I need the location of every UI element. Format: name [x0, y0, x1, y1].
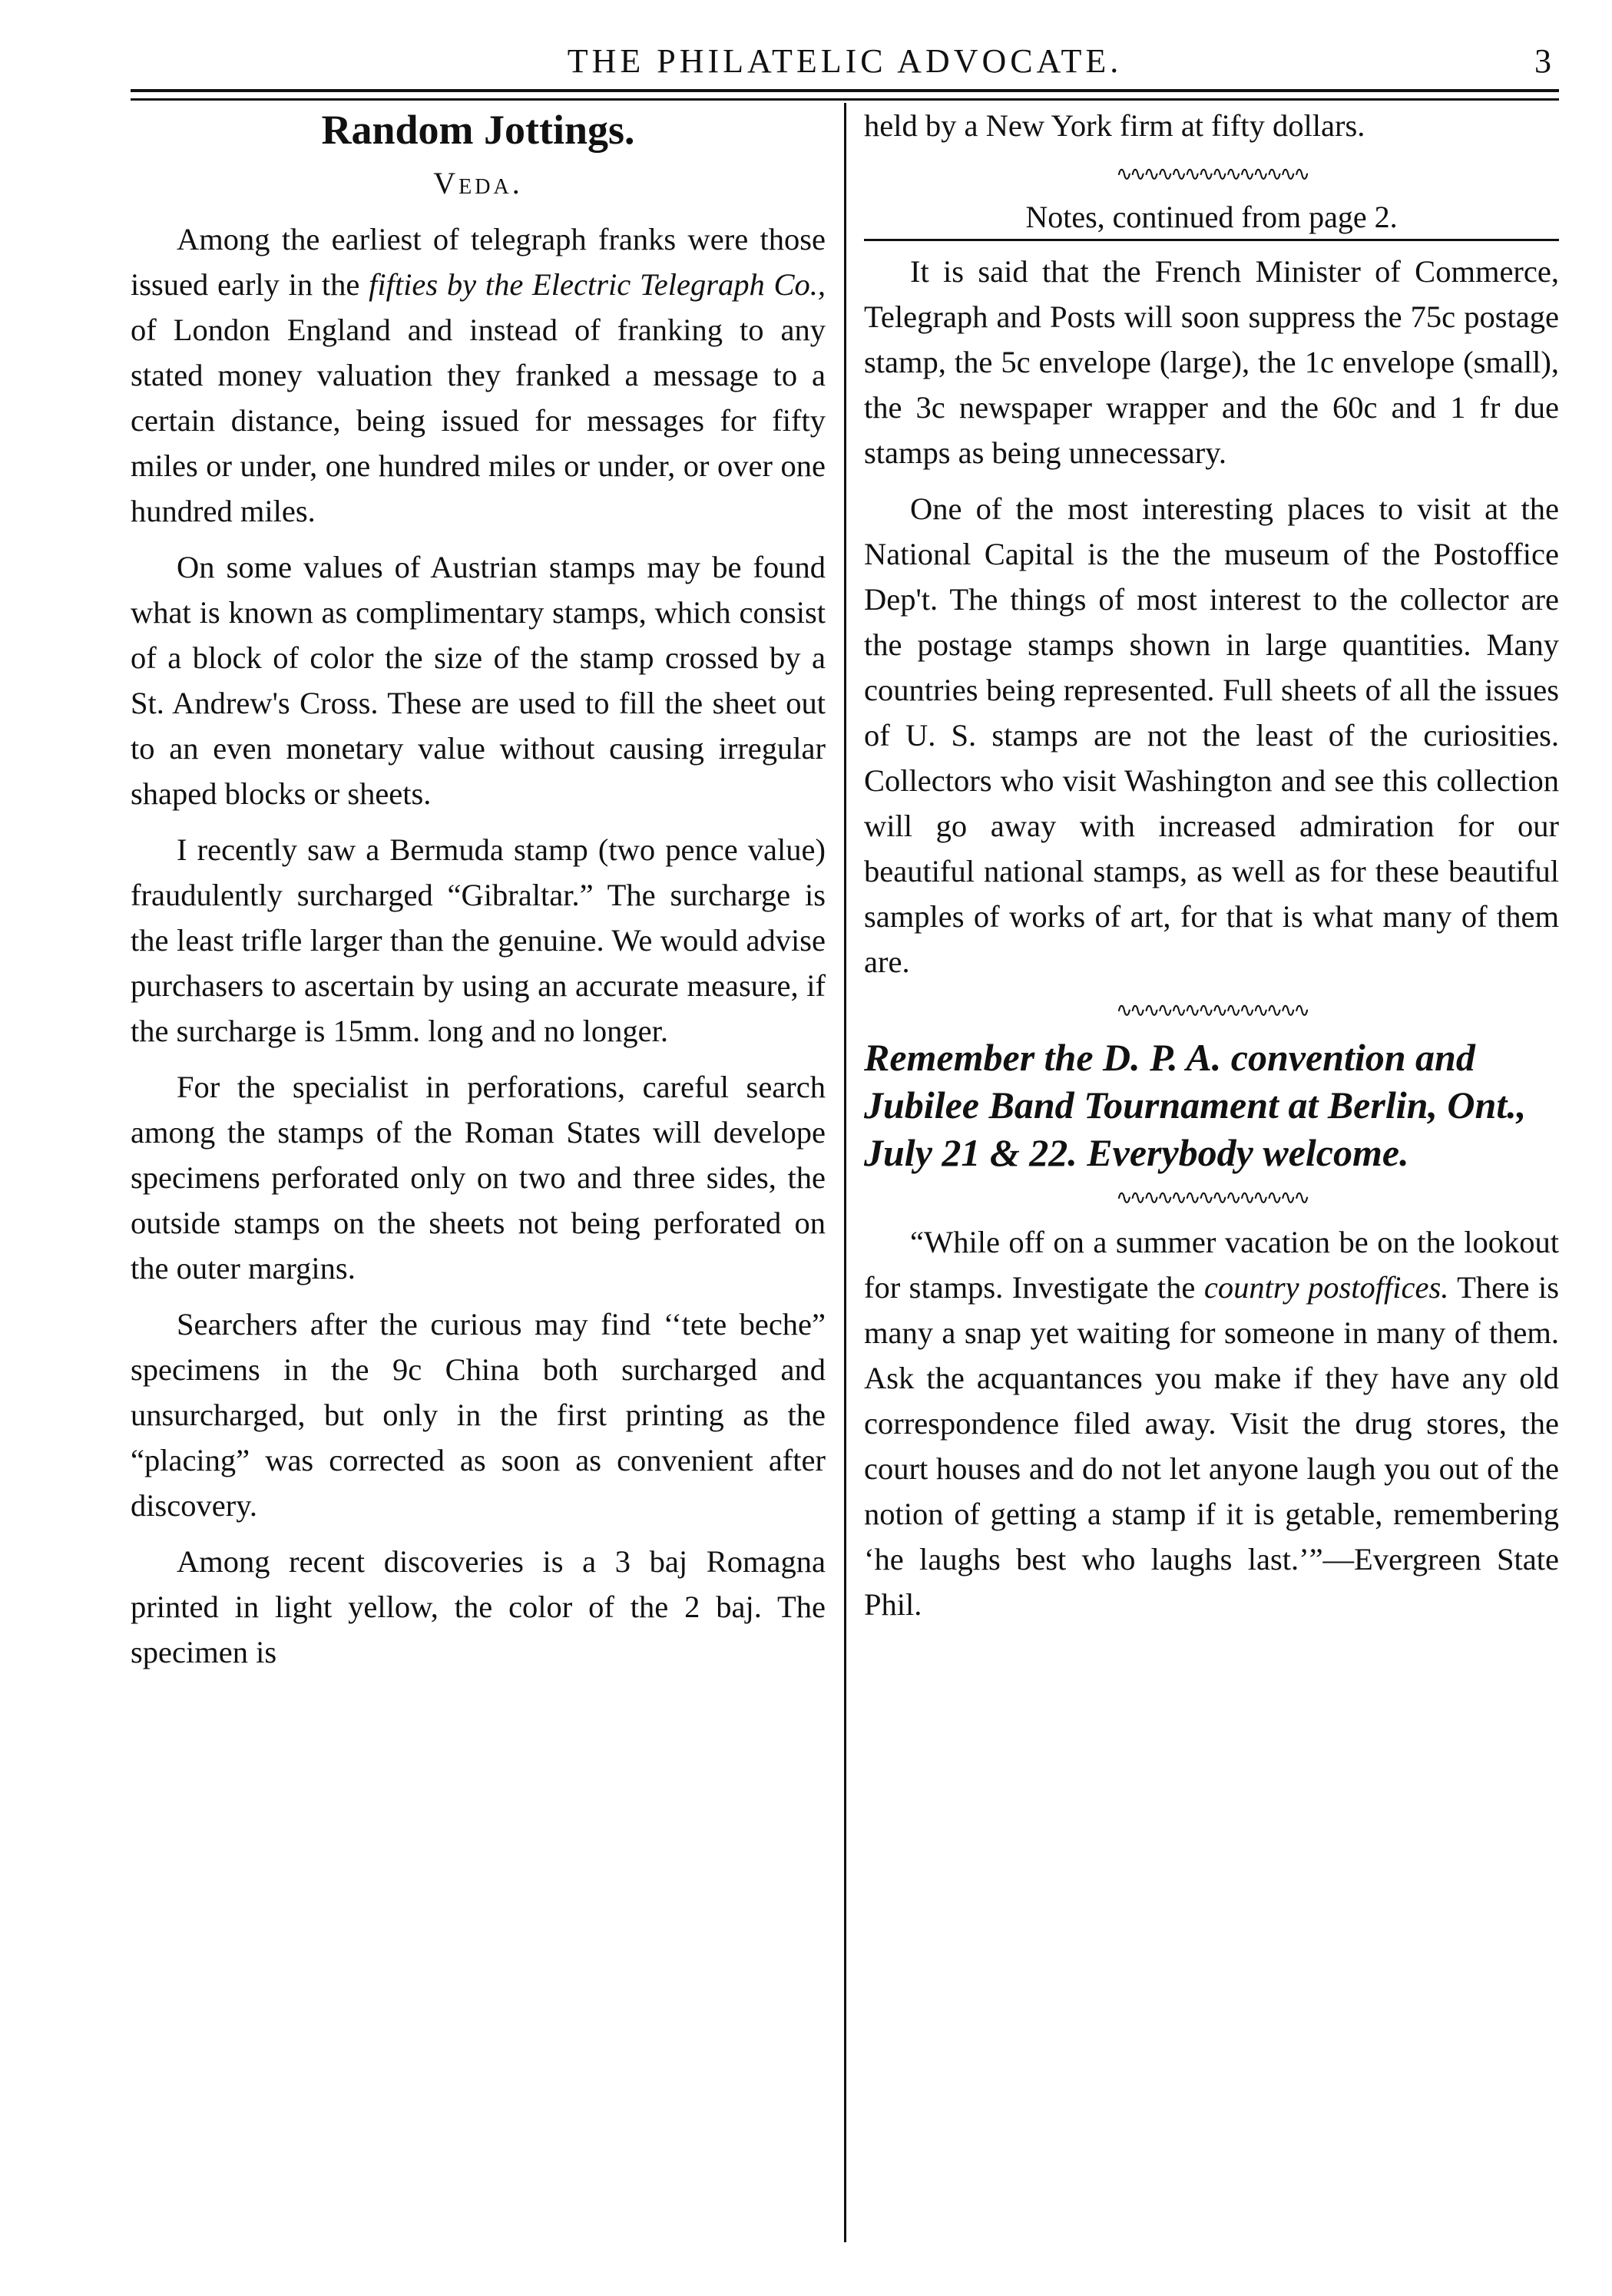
- page-number: 3: [1534, 42, 1551, 80]
- article-paragraph: Among the earliest of telegraph franks were those issued early in the fifties by the Electric Telegraph Co., of London England and instead of franking to any stated money valuation they franked a message to a certain distance, being issued for messages for fifty miles or under, one hundred miles or under, or over one hundred miles.: [131, 222, 826, 528]
- article-byline: Veda.: [433, 166, 523, 200]
- notes-paragraph: One of the most interesting places to visit at the National Capital is the the museum of the Postoffice Dep't. The things of most interest to the collector are the postage stamps shown in large quantities. Many countries being represented. Full sheets of all the issues of U. S. stamps are not the least of the curiosities. Collectors who visit Washington and see this collection will go away with increased admiration for our beautiful national stamps, as well as for these beautiful samples of works of art, for that is what many of them are.: [864, 491, 1559, 979]
- newspaper-page: [131, 38, 1559, 2265]
- columns: [131, 103, 1559, 2265]
- wavy-divider: ∿∿∿∿∿∿∿∿∿∿∿∿∿∿: [1116, 1186, 1307, 1209]
- notes-heading-rule: [864, 239, 1559, 241]
- article-paragraph: For the specialist in perforations, careful search among the stamps of the Roman States will develope specimens perforated only on two and three sides, the outside stamps on the sheets not being perforated on the outer margins.: [131, 1070, 826, 1285]
- notes-paragraph: It is said that the French Minister of Commerce, Telegraph and Posts will soon suppress the 75c postage stamp, the 5c envelope (large), the 1c envelope (small), the 3c newspaper wrapper and the 60c and 1 fr due stamps as being unnecessary.: [864, 254, 1559, 470]
- continued-paragraph: held by a New York firm at fifty dollars.: [864, 108, 1365, 143]
- quoted-paragraph: “While off on a summer vacation be on the lookout for stamps. Investigate the country postoffices. There is many a snap yet waiting for someone in many of them. Ask the acquantances you make if they have any old correspondence filed away. Visit the drug stores, the court houses and do not let anyone laugh you out of the notion of getting a stamp if it is getable, remembering ‘he laughs best who laughs last.’”—Evergreen State Phil.: [864, 1225, 1559, 1622]
- article-paragraph: I recently saw a Bermuda stamp (two pence value) fraudulently surcharged “Gibraltar.” The surcharge is the least trifle larger than the genuine. We would advise purchasers to ascertain by using an accurate measure, if the surcharge is 15mm. long and no longer.: [131, 832, 826, 1048]
- article-paragraph: Among recent discoveries is a 3 baj Romagna printed in light yellow, the color of the 2 baj. The specimen is: [131, 1544, 826, 1669]
- header-rule: [131, 89, 1559, 101]
- article-paragraph: Searchers after the curious may find ‘‘tete beche” specimens in the 9c China both surcharged and unsurcharged, but only in the first printing as the “placing” was corrected as soon as convenient after discovery.: [131, 1307, 826, 1523]
- wavy-divider: ∿∿∿∿∿∿∿∿∿∿∿∿∿∿: [1116, 163, 1307, 185]
- article-paragraph: On some values of Austrian stamps may be found what is known as complimentary stamps, which consist of a block of color the size of the stamp crossed by a St. Andrew's Cross. These are used to fill the sheet out to an even monetary value without causing irregular shaped blocks or sheets.: [131, 550, 826, 811]
- right-column: [864, 103, 1559, 2265]
- left-column: [131, 103, 826, 2265]
- convention-notice: Remember the D. P. A. convention and Jubilee Band Tournament at Berlin, Ont., July 21 & 22. Everybody welcome.: [864, 1036, 1527, 1174]
- column-divider: [844, 103, 846, 2242]
- notes-heading: Notes, continued from page 2.: [1025, 200, 1398, 234]
- article-heading: Random Jottings.: [321, 107, 635, 153]
- wavy-divider: ∿∿∿∿∿∿∿∿∿∿∿∿∿∿: [1116, 999, 1307, 1021]
- running-header: [131, 38, 1559, 84]
- publication-title: THE PHILATELIC ADVOCATE.: [567, 42, 1123, 80]
